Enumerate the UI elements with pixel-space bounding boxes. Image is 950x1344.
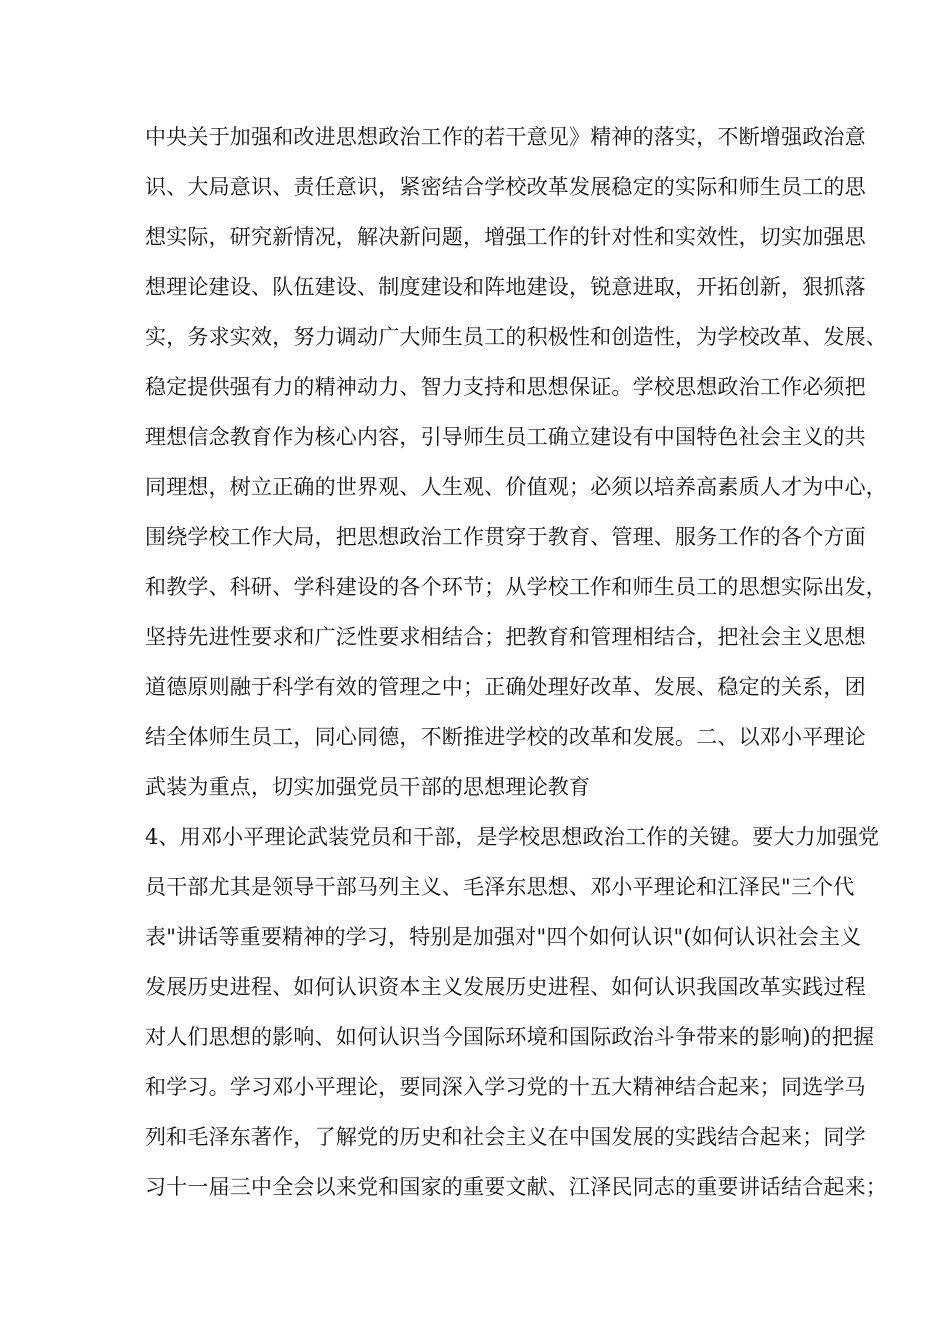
text-line: 表"讲话等重要精神的学习，特别是加强对"四个如何认识"(如何认识社会主义 bbox=[145, 925, 862, 949]
text-line: 围绕学校工作大局，把思想政治工作贯穿于教育、管理、服务工作的各个方面 bbox=[145, 525, 866, 549]
paragraph-2 bbox=[145, 822, 887, 1222]
text-line: 实，务求实效，努力调动广大师生员工的积极性和创造性，为学校改革、发展、 bbox=[145, 325, 887, 349]
text-line: 和教学、科研、学科建设的各个环节；从学校工作和师生员工的思想实际出发， bbox=[145, 575, 887, 599]
text-line: 员干部尤其是领导干部马列主义、毛泽东思想、邓小平理论和江泽民"三个代 bbox=[145, 875, 855, 899]
text-line: 武装为重点，切实加强党员干部的思想理论教育 bbox=[145, 775, 591, 799]
text-line: 4、用邓小平理论武装党员和干部，是学校思想政治工作的关键。要大力加强党 bbox=[145, 825, 880, 849]
text-line: 理想信念教育作为核心内容，引导师生员工确立建设有中国特色社会主义的共 bbox=[145, 425, 866, 449]
text-line: 识、大局意识、责任意识，紧密结合学校改革发展稳定的实际和师生员工的思 bbox=[145, 175, 866, 199]
text-line: 列和毛泽东著作，了解党的历史和社会主义在中国发展的实践结合起来；同学 bbox=[145, 1125, 866, 1149]
text-line: 中央关于加强和改进思想政治工作的若干意见》精神的落实，不断增强政治意 bbox=[145, 125, 866, 149]
text-line: 想理论建设、队伍建设、制度建设和阵地建设，锐意进取，开拓创新，狠抓落 bbox=[145, 275, 866, 299]
document-page bbox=[145, 122, 887, 1222]
text-line: 同理想，树立正确的世界观、人生观、价值观；必须以培养高素质人才为中心， bbox=[145, 475, 887, 499]
paragraph-1 bbox=[145, 122, 887, 822]
text-line: 发展历史进程、如何认识资本主义发展历史进程、如何认识我国改革实践过程 bbox=[145, 975, 866, 999]
text-line: 想实际，研究新情况，解决新问题，增强工作的针对性和实效性，切实加强思 bbox=[145, 225, 866, 249]
text-line: 和学习。学习邓小平理论，要同深入学习党的十五大精神结合起来；同选学马 bbox=[145, 1075, 866, 1099]
text-line: 对人们思想的影响、如何认识当今国际环境和国际政治斗争带来的影响)的把握 bbox=[145, 1025, 875, 1049]
text-line: 结全体师生员工，同心同德，不断推进学校的改革和发展。二、以邓小平理论 bbox=[145, 725, 866, 749]
text-line: 道德原则融于科学有效的管理之中；正确处理好改革、发展、稳定的关系，团 bbox=[145, 675, 866, 699]
text-line: 稳定提供强有力的精神动力、智力支持和思想保证。学校思想政治工作必须把 bbox=[145, 375, 866, 399]
text-line: 坚持先进性要求和广泛性要求相结合；把教育和管理相结合，把社会主义思想 bbox=[145, 625, 866, 649]
text-line: 习十一届三中全会以来党和国家的重要文献、江泽民同志的重要讲话结合起来； bbox=[145, 1175, 887, 1199]
